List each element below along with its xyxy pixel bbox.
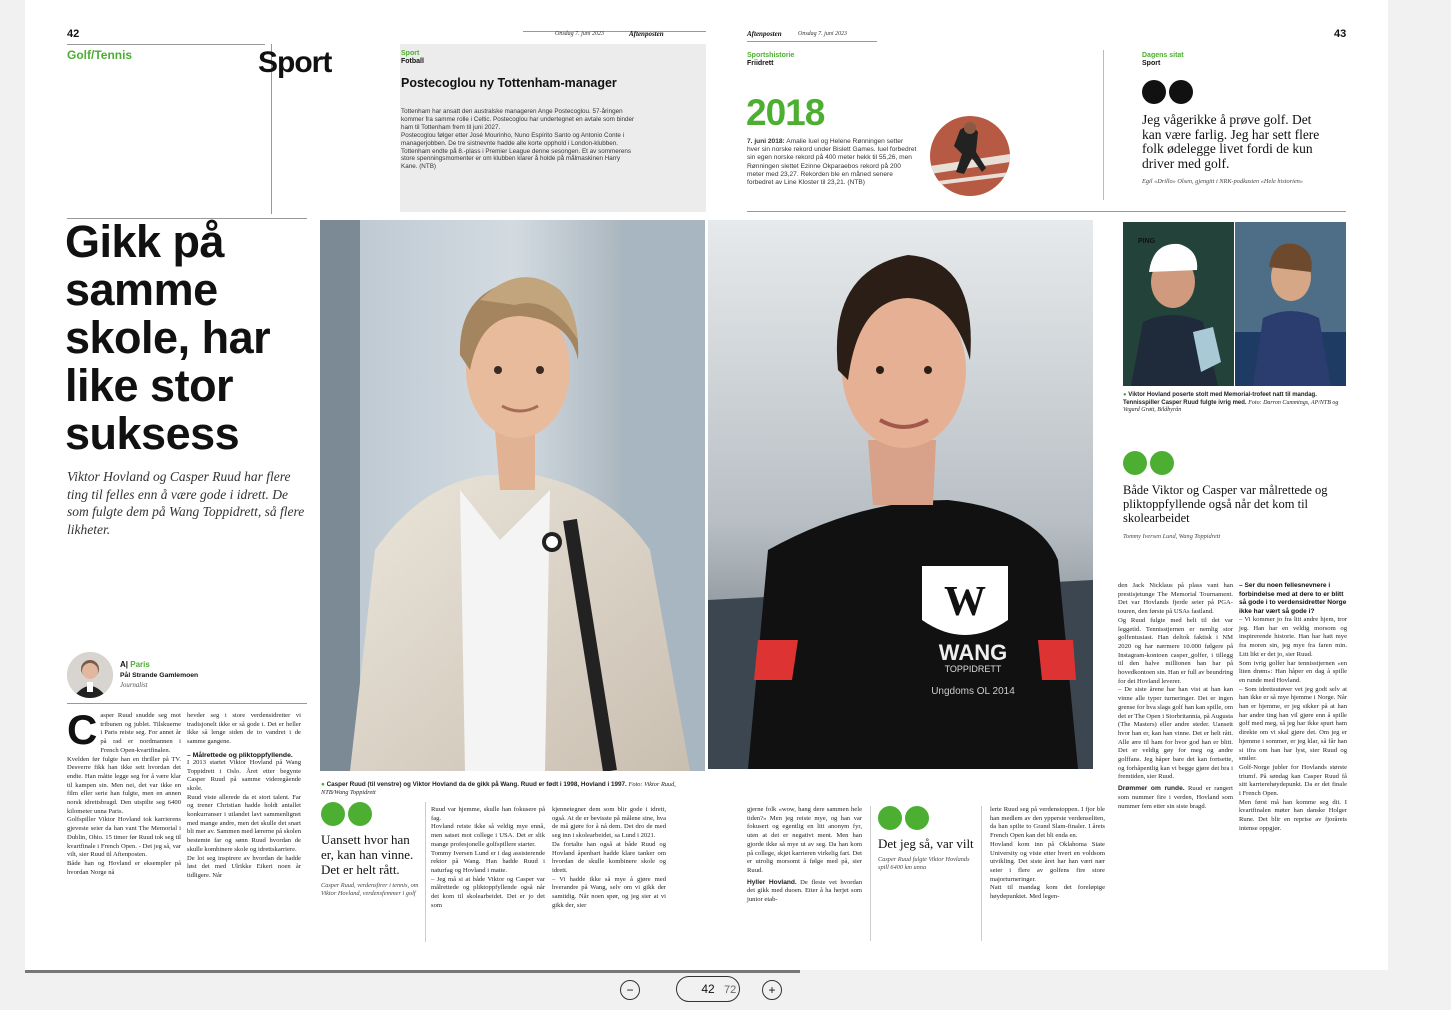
body-col-d: [1239, 582, 1347, 834]
brief-title: Postecoglou ny Tottenham-manager: [401, 76, 617, 90]
body-col-d-subhead: – Ser du noen fellesnevnere i forbindelse med at dere to er blitt så gode i to verdensidretter Norge ikke har vært så gode i?: [1239, 582, 1347, 615]
history-text: [747, 138, 917, 187]
zoom-out-button[interactable]: −: [620, 980, 640, 1000]
header-date: Onsdag 7. juni 2023: [798, 31, 848, 37]
body-col-c-text: den Jack Nicklaus på plass vant han prestisjetunge The Memorial Tournament. Det var Hovlands fjerde seier på PGA-touren, den første på USAs fastland. Og Ruud fulgte med helt til det var leggetid. Tennisstjernen er nemlig stor golfentusiast. Han deltok faktisk i NM 2020 og har nærmere 10.000 følgere på Instagram-kontoen casper_golfer, i tillegg til den halve millionen han har på hovedkontoen sin. Han er full av beundring for det Hovland leverer. – De siste årene har han vist at han kan vinne alle typer turneringer. Det er ingen grense for hva slags golf han kan spille, om det er The Open i Storbritannia, på Augusta (The Masters) eller andre steder. Uansett hvor han er, kan han vinne. Det er helt rått. Alle ære til ham for hvor god han er blitt. Det er veldig gøy for meg og andre golffans. Jeg håper bare det kan fortsette, og forhåpentlig kan vi begge gjøre det bra i fremtiden, sier Ruud.: [1118, 582, 1233, 781]
pull-quote-right: Både Viktor og Casper var målrettede og pliktoppfyllende også når det kom til skolearbeidet: [1123, 483, 1328, 525]
body-col-4: Ruud var hjemme, skulle han fokusere på fag. Hovland reiste ikke så veldig mye ennå, men satset mot college i USA. Det er slik mange profesjonelle golfspillere starter. Tommy Iversen Lund er i dag assisterende rektor på Wang. Han hadde Ruud i naturfag og Hovland i matte. – Jeg må si at både Viktor og Casper var målrettede og pliktoppfyllende også når det kom til skolearbeidet. Det er jo det som: [431, 806, 545, 909]
column-divider: [981, 806, 982, 941]
body-col-c-text-2: Ruud er rangert som nummer fire i verden, Hovland som nummer fem etter sin siste bragd.: [1118, 785, 1233, 810]
history-subkicker: Friidrett: [747, 60, 774, 67]
body-col-a: [747, 806, 862, 905]
quote-kicker: Dagens sitat: [1142, 52, 1184, 59]
pull-quote-2: [878, 806, 978, 872]
section-rule: [747, 211, 1346, 212]
byline-name: Pål Strande Gamlemoen: [120, 672, 199, 679]
body-col-c-subhead: Drømmer om runde.: [1118, 785, 1185, 793]
right-page: [708, 0, 1388, 970]
section-title: Sport: [258, 46, 332, 79]
page-number: 42: [67, 28, 80, 40]
byline-place-text: Paris: [130, 660, 150, 669]
body-col-5: kjennetegner dem som blir gode i idrett, også. At de er bevisste på målene sine, hva de må gjøre for å nå dem. Det dro de med seg inn i skolearbeidet, sa Lund i 2021. Da fortalte han også at både Ruud og Hovland åpenbart hadde klare tanker om hvordan de skulle kombinere skole og idrett. – Vi hadde ikke så mye å gjøre med hverandre på Wang, selv om vi gikk der samtidig. Når noen spør, og jeg sier at vi gikk der, sier: [552, 806, 666, 909]
headline: Gikk på samme skole, har like stor suksess: [65, 216, 271, 459]
history-date: 7. juni 2018:: [747, 138, 785, 145]
byline-avatar: [67, 652, 113, 698]
body-col-1: [67, 706, 181, 877]
body-col-c-2: [1118, 785, 1233, 811]
body-col-2-subhead: – Målrettede og pliktoppfyllende.: [187, 751, 293, 759]
quote-dots: [878, 806, 978, 830]
section-label: Golf/Tennis: [67, 48, 133, 62]
header-rule: [747, 41, 877, 42]
history-photo: [930, 116, 1010, 196]
scroll-progress: [25, 970, 800, 973]
column-divider: [870, 806, 871, 941]
body-col-c: [1118, 582, 1233, 811]
pull-quote-right-by: Tommy Iversen Lund, Wang Toppidrett: [1123, 533, 1221, 540]
column-divider: [425, 802, 426, 942]
shirt-brand: WANG: [938, 640, 1008, 665]
pull-quote-by: Casper Ruud, verdensfirer i tennis, om Viktor Hovland, verdensfemmer i golf: [321, 882, 419, 897]
small-caption-text: Viktor Hovland poserte stolt med Memorial-trofeet natt til mandag. Tennisspiller Casper Ruud fulgte ivrig med.: [1123, 392, 1317, 406]
body-col-b: lerte Ruud seg på verdenstoppen. I fjor ble han medlem av den ypperste verdenseliten, da han spilte to Grand Slam-finaler. I årets French Open kan det bli enda en. Hovland kom inn på Oklahoma State University og viste etter hvert en voldsom utvikling. Det siste året har han vært nær seier i flere av golfens fire store majorturneringer. Natt til mandag kom det foreløpige høydepunktet. Med legen-: [990, 806, 1105, 901]
history-year: 2018: [746, 92, 825, 133]
photo-trophy-and-tennis: [1123, 222, 1346, 386]
quote-by: Egil «Drillo» Olsen, gjengitt i NRK-podkasten «Hele historien»: [1142, 178, 1303, 185]
small-caption-credit: Foto: Darron Cummings, AP/NTB og Vegard Grøtt, Bildbyrån: [1123, 399, 1339, 413]
shirt-event: Ungdoms OL 2014: [931, 686, 1015, 697]
dropcap: C: [67, 706, 98, 753]
brief-subkicker: Fotball: [401, 58, 424, 65]
pull-quote: [321, 802, 421, 898]
pull-quote-text: Uansett hvor han er, kan han vinne. Det er helt rått.: [321, 832, 414, 877]
quote-text: Jeg vågerikke å prøve golf. Det kan være farlig. Jeg har sett flere folk ødelegge livet fordi de kun driver med golf.: [1142, 112, 1320, 171]
header-rule: [523, 31, 706, 32]
left-page: [25, 0, 708, 970]
body-col-2-text-a: hevder seg i store verdensidretter vi tradisjonelt ikke er så gode i. Det er heller ikke så lenge siden de to vandret i de samme gangene.: [187, 712, 301, 746]
body-col-a-text-2: De fleste vet hvordan det gikk med duoen. Etter å ha herjet som junior etab-: [747, 878, 862, 904]
cap-brand: PING: [1138, 238, 1156, 245]
body-col-a-text: gjerne folk «wow, hang dere sammen hele tiden?» Men jeg reiste mye, og han var fokusert og egentlig en litt anonym fyr, uten at det er negativt ment. Men han gjorde ikke så mye ut av seg. Da han kom på college, skjøt karrieren virkelig fart. Det er utrolig morsomt å følge med på, sier Ruud.: [747, 806, 862, 874]
body-col-a-subhead: Hyller Hovland.: [747, 878, 797, 886]
pull-dots: [1123, 451, 1174, 475]
photo-caption-text: Casper Ruud (til venstre) og Viktor Hovland da de gikk på Wang. Ruud er født i 1998, Hovland i 1997.: [326, 781, 627, 788]
photo-caption: ● Casper Ruud (til venstre) og Viktor Hovland da de gikk på Wang. Ruud er født i 1998, Hovland i 1997. Foto: Viktor Ruud, NTB/Wang Toppidrett: [321, 781, 676, 796]
brief-kicker: Sport: [401, 50, 420, 57]
brief-box: [400, 44, 706, 212]
shirt-sub: TOPPIDRETT: [944, 664, 1002, 674]
photo-casper-ruud: [320, 220, 705, 771]
body-rule: [67, 703, 307, 704]
page-input[interactable]: 42: [676, 976, 740, 1002]
photo-credit: Foto: Viktor Ruud, NTB/Wang Toppidrett: [321, 781, 676, 796]
body-col-1-text: asper Ruud snudde seg mot tribunen og jublet. Tilskuerne i Paris reiste seg. For annet år på rad er nordmannen i French Open-kvartfinalen. Kvelden før fulgte han en thriller på TV. Desverre fikk han ikke sett hvordan det endte. Han måtte legge seg for å være klar til kampen sin. Men nei, det var ikke en film eller serie han fulgte, men en annen norsk idrettsbragd. Den utspilte seg 6400 kilometer unna Paris. Golfspiller Viktor Hovland tok karrierens gjeveste seier da han vant The Memorial i Dublin, Ohio. 15 timer før Ruud tok seg til kvartfinale i French Open. - Det jeg så, var vilt, sier Ruud til Aftenposten. Både han og Hovland er eksempler på hvordan Norge nå: [67, 712, 181, 876]
lede: Viktor Hovland og Casper Ruud har flere ting til felles enn å være gode i idrett. De som fulgte dem på Wang Toppidrett, så flere likheter.: [67, 469, 305, 537]
brief-text: Tottenham har ansatt den australske manageren Ange Postecoglou. 57-åringen kommer fra samme rolle i Celtic. Postecoglou har undertegnet en avtale som binder ham til Tottenham frem til juni 2027. Postecoglou følger etter José Mourinho, Nuno Espírito Santo og Antonio Conte i managerjobben. De tre sistnevnte hadde alle korte opphold i London-klubben. Tottenham endte på 8.-plass i Premier League denne sesongen. Et av sommerens store spenningsmomenter er om klubben klarer å holde på målmaskinen Harry Kane. (NTB): [401, 108, 635, 171]
svg-text:W: W: [944, 579, 986, 625]
page-number: 43: [1334, 28, 1347, 40]
pull-quote-2-by: Casper Ruud fulgte Viktor Hovlands spill 6400 km unna: [878, 856, 970, 871]
history-body: Amalie Iuel og Helene Rønningen setter hver sin norske rekord under Bislett Games. Iuel forbedret sin egen norske rekord på 400 meter hekk til 55,26, men Rønningen slettet Ezinne Okparaebos rekord på 200 meter med 23,27. Rekorden ble en måned senere forbedret av Line Kloster til 23,21. (NTB): [747, 138, 917, 187]
section-rule: [67, 44, 265, 45]
body-col-2-text-b: I 2013 startet Viktor Hovland på Wang Toppidrett i Oslo. Året etter begynte Casper Ruud på samme videregående skole. Ruud viste allerede da et stort talent. Far og trener Christian hadde holdt antallet konkurranser i utlandet lavt sammenlignet med mange andre, men det skulle det snart bli mer av. Sammen med lærerne på skolen bestemte far og sønn Ruud hvordan de skulle kombinere skole og idrettskarriere. De lot seg inspirere av hvordan de hadde løst det med Ulrikke Eikeri noen år tidligere. Når: [187, 758, 301, 879]
header-logo: Aftenposten: [747, 30, 782, 38]
header-date: Onsdag 7. juni 2023: [555, 31, 605, 37]
page-toolbar: [620, 980, 790, 1010]
quote-dots: [321, 802, 421, 826]
history-kicker: Sportshistorie: [747, 52, 795, 59]
page-total: 72: [724, 984, 737, 996]
quote-subkicker: Sport: [1142, 60, 1161, 67]
small-photo-caption: ● Viktor Hovland poserte stolt med Memorial-trofeet natt til mandag. Tennisspiller Casper Ruud fulgte ivrig med. Foto: Darron Cummings, AP/NTB og Vegard Grøtt, Bildbyrån: [1123, 392, 1339, 413]
photo-viktor-hovland: [708, 220, 1093, 769]
quote-marks: [1142, 80, 1193, 104]
byline-role: Journalist: [120, 682, 148, 689]
aftenposten-mark: A|: [120, 660, 129, 669]
newspaper-spread: [25, 0, 1388, 970]
header-logo: Aftenposten: [629, 30, 664, 38]
pull-quote-2-text: Det jeg så, var vilt: [878, 836, 974, 851]
column-divider: [1103, 50, 1104, 200]
byline-place: [120, 660, 150, 669]
body-col-a-2: [747, 879, 862, 905]
zoom-in-button[interactable]: +: [762, 980, 782, 1000]
body-col-d-text: – Vi kommer jo fra litt andre hjem, tror jeg. Han har en veldig morsom og inspirerende historie. Han har hatt mye fra moren sin, jeg mye fra faren min. Litt likt er det jo, sier Ruud. Som ivrig golfer har tennisstjernen «en liten drøm»: Han håper en dag å spille en runde med Hovland. – Som idrettsutøver vet jeg godt selv at han ikke er så mye hjemme i Norge. Når han er hjemme, er jeg sikker på at han har andre ting han vil gjøre enn å spille golf med meg, så jeg har ikke spurt ham direkte om vi skal gjøre det. Om jeg er hjemme i sommer, er jeg klar, så får han si ifra om han har lyst, sier Ruud og smiler. Golf-Norge jubler for Hovlands største triumf. På søndag kan Casper Ruud få sitt karrierehøydepunkt. Da er det finale i French Open. Men først må han komme seg dit. I kvartfinalen møter han danske Holger Rune. Det blir en reprise av fjorårets intense oppgjør.: [1239, 616, 1347, 832]
body-col-2: [187, 712, 301, 881]
